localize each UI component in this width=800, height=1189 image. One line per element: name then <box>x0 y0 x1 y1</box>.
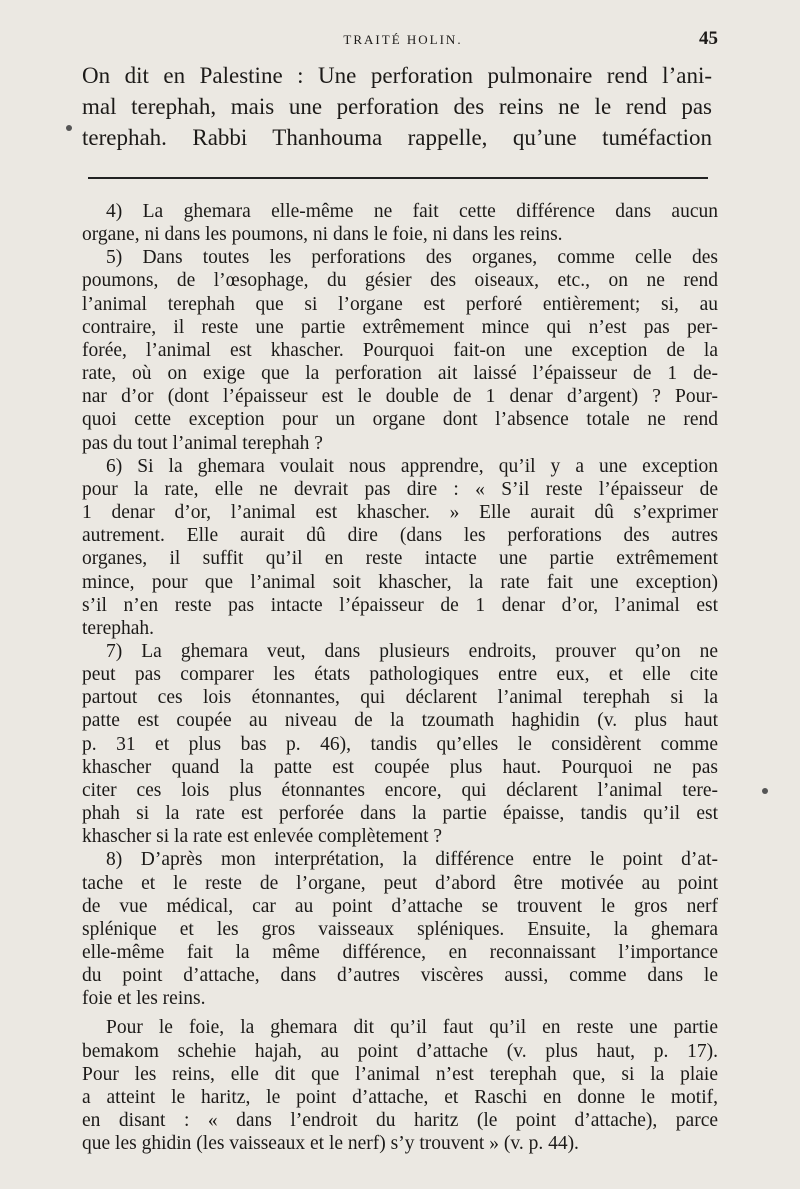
footnote-line: autrement. Elle aurait dû dire (dans les perforations des autres <box>82 525 718 547</box>
footnote-line: forée, l’animal est khascher. Pourquoi fait-on une exception de la <box>82 339 718 361</box>
page-header <box>88 28 718 52</box>
footnote-line: poumons, de l’œsophage, du gésier des oiseaux, etc., on ne rend <box>82 270 718 292</box>
footnote-line: 4) La ghemara elle-même ne fait cette différence dans aucun <box>106 201 718 222</box>
main-text <box>82 60 712 153</box>
footnote-line: tache et le reste de l’organe, peut d’abord être motivée au point <box>82 872 718 894</box>
footnote-line: contraire, il reste une partie extrêmement mince qui n’est pas per- <box>82 316 718 338</box>
footnote-line: bemakom schehie hajah, au point d’attache (v. plus haut, p. 17). <box>82 1040 718 1062</box>
footnote-6 <box>82 455 718 640</box>
footnote-line: khascher quand la patte est coupée plus haut. Pourquoi ne pas <box>82 756 718 778</box>
main-text-line: On dit en Palestine : Une perforation pulmonaire rend l’ani- <box>82 63 712 88</box>
footnote-line: Pour le foie, la ghemara dit qu’il faut qu’il en reste une partie <box>106 1017 718 1039</box>
footnote-4 <box>82 200 718 246</box>
footnote-line: quoi cette exception pour un organe dont l’absence totale ne rend <box>82 409 718 431</box>
main-text-line: terephah. Rabbi Thanhouma rappelle, qu’une tuméfaction <box>82 125 712 150</box>
footnote-line: terephah. <box>82 617 155 639</box>
footnote-line: peut pas comparer les états pathologiques entre eux, et elle cite <box>82 664 718 686</box>
footnote-line: 5) Dans toutes les perforations des organes, comme celle des <box>106 247 718 269</box>
footnote-line: que les ghidin (les vaisseaux et le nerf) s’y trouvent » (v. p. 44). <box>82 1133 579 1155</box>
footnote-7 <box>82 640 718 848</box>
footnote-line: pas du tout l’animal terephah ? <box>82 432 323 454</box>
footnote-line: Pour les reins, elle dit que l’animal n’est terephah que, si la plaie <box>82 1063 718 1085</box>
footnote-line: a atteint le haritz, le point d’attache, et Raschi en donne le motif, <box>82 1086 718 1108</box>
footnote-line: mince, pour que l’animal soit khascher, la rate fait une exception) <box>82 571 718 593</box>
footnote-8 <box>82 848 718 1010</box>
footnote-line: en disant : « dans l’endroit du haritz (le point d’attache), parce <box>82 1110 718 1132</box>
footnote-5 <box>82 246 718 454</box>
footnote-line: l’animal terephah que si l’organe est perforé entièrement; si, au <box>82 293 718 315</box>
margin-speck <box>66 125 72 131</box>
footnote-line: citer ces lois plus étonnantes encore, qui déclarent l’animal tere- <box>82 779 718 801</box>
footnote-line: nar d’or (dont l’épaisseur est le double de 1 denar d’argent) ? Pour- <box>82 386 718 408</box>
footnote-line: p. 31 et plus bas p. 46), tandis qu’elles le considèrent comme <box>82 733 718 755</box>
footnote-line: organe, ni dans les poumons, ni dans le foie, ni dans les reins. <box>82 224 563 246</box>
margin-speck <box>762 788 768 794</box>
main-text-line: mal terephah, mais une perforation des reins ne le rend pas <box>82 94 712 119</box>
footnote-line: s’il n’en reste pas intacte l’épaisseur de 1 denar d’or, l’animal est <box>82 594 718 616</box>
footnote-line: phah si la rate est perforée dans la partie épaisse, tandis qu’il est <box>82 803 718 825</box>
footnote-line: partout ces lois étonnantes, qui déclarent l’animal terephah si la <box>82 687 718 709</box>
footnote-line: de vue médical, car au point d’attache se trouvent le gros nerf <box>82 895 718 917</box>
footnote-separator-rule <box>88 177 708 179</box>
footnote-line: foie et les reins. <box>82 988 206 1010</box>
page-number: 45 <box>699 28 718 49</box>
footnote-line: splénique et les gros vaisseaux spléniques. Ensuite, la ghemara <box>82 918 718 940</box>
footnote-line: 7) La ghemara veut, dans plusieurs endroits, prouver qu’on ne <box>106 640 718 662</box>
footnote-line: pour la rate, elle ne devrait pas dire : « S’il reste l’épaisseur de <box>82 478 718 500</box>
footnote-line: organes, il suffit qu’il en reste intacte une partie extrêmement <box>82 548 718 570</box>
footnote-line: 6) Si la ghemara voulait nous apprendre, qu’il y a une exception <box>106 455 718 477</box>
footnote-line: du point d’attache, dans d’autres viscères aussi, comme dans le <box>82 965 718 987</box>
footnote-8-continued <box>82 1016 718 1155</box>
footnote-line: khascher si la rate est enlevée complètement ? <box>82 826 443 848</box>
footnote-line: rate, où on exige que la perforation ait laissé l’épaisseur de 1 de- <box>82 363 718 385</box>
footnote-line: 8) D’après mon interprétation, la différence entre le point d’at- <box>106 849 718 871</box>
running-title: TRAITÉ HOLIN. <box>343 32 463 47</box>
footnote-line: 1 denar d’or, l’animal est khascher. » Elle aurait dû s’exprimer <box>82 502 718 524</box>
footnote-line: patte est coupée au niveau de la tzoumath haghidin (v. plus haut <box>82 710 718 732</box>
footnote-line: elle-même fait la même différence, en reconnaissant l’importance <box>82 942 718 963</box>
footnotes <box>82 200 718 1155</box>
